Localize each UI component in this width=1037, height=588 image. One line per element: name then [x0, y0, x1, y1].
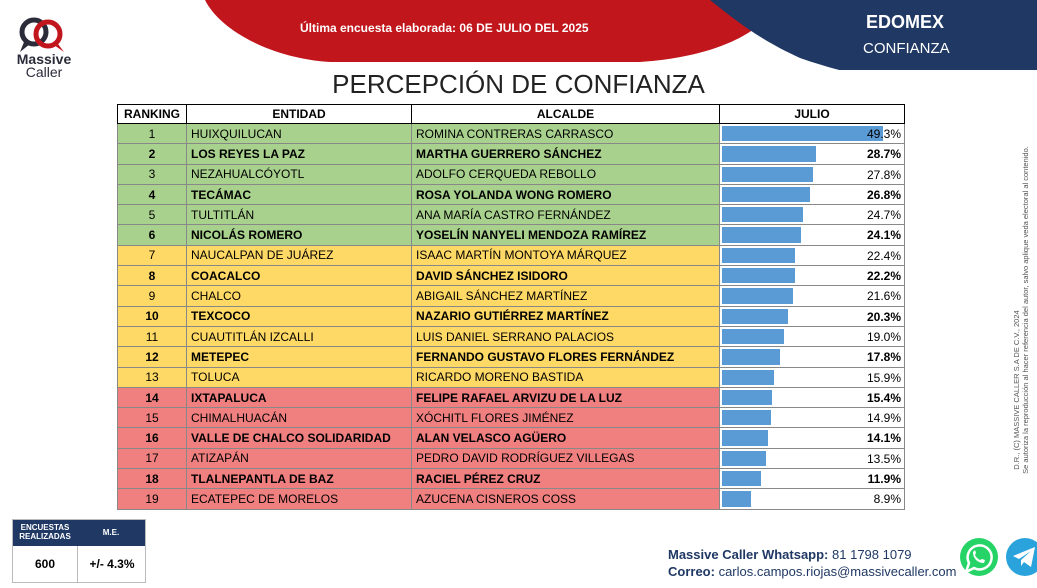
entidad-cell: TLALNEPANTLA DE BAZ — [187, 469, 412, 489]
brand-name-second: Caller — [25, 64, 63, 80]
whatsapp-label: Massive Caller Whatsapp: — [668, 547, 829, 562]
confidence-value-label: 8.9% — [873, 492, 901, 507]
julio-bar-cell — [720, 205, 905, 225]
entidad-cell: TULTITLÁN — [187, 205, 412, 225]
julio-bar-cell — [720, 266, 905, 286]
alcalde-cell: ROSA YOLANDA WONG ROMERO — [412, 184, 720, 204]
entidad-cell: NICOLÁS ROMERO — [187, 225, 412, 245]
table-row — [118, 448, 905, 468]
telegram-icon[interactable] — [1004, 536, 1037, 578]
header-ranking: RANKING — [118, 105, 187, 124]
entidad-cell: NEZAHUALCÓYOTL — [187, 164, 412, 184]
region-label: EDOMEX — [866, 12, 945, 32]
confidence-value-label: 24.7% — [866, 208, 901, 223]
julio-bar-cell — [720, 144, 905, 164]
table-row — [118, 184, 905, 204]
rank-cell: 6 — [118, 225, 187, 245]
rank-cell: 9 — [118, 286, 187, 306]
julio-bar-cell — [720, 469, 905, 489]
header-entidad: ENTIDAD — [187, 105, 412, 124]
alcalde-cell: LUIS DANIEL SERRANO PALACIOS — [412, 326, 720, 346]
confidence-bar — [722, 248, 795, 263]
julio-bar-cell — [720, 408, 905, 428]
rank-cell: 4 — [118, 184, 187, 204]
alcalde-cell: ROMINA CONTRERAS CARRASCO — [412, 124, 720, 144]
confidence-value-label: 14.9% — [866, 411, 901, 426]
table-row — [118, 266, 905, 286]
julio-bar-cell — [720, 489, 905, 509]
margin-error-value: +/- 4.3% — [77, 546, 146, 582]
confidence-value-label: 27.8% — [866, 167, 901, 182]
rank-cell: 16 — [118, 428, 187, 448]
table-row — [118, 205, 905, 225]
table-row — [118, 326, 905, 346]
survey-date-line — [300, 21, 589, 35]
table-row — [118, 469, 905, 489]
entidad-cell: ATIZAPÁN — [187, 448, 412, 468]
entidad-cell: HUIXQUILUCAN — [187, 124, 412, 144]
metric-label: CONFIANZA — [863, 40, 950, 57]
alcalde-cell: YOSELÍN NANYELI MENDOZA RAMÍREZ — [412, 225, 720, 245]
brand-name: Massive — [16, 51, 72, 67]
rank-cell: 8 — [118, 266, 187, 286]
table-row — [118, 124, 905, 144]
entidad-cell: METEPEC — [187, 347, 412, 367]
alcalde-cell: ANA MARÍA CASTRO FERNÁNDEZ — [412, 205, 720, 225]
alcalde-cell: ABIGAIL SÁNCHEZ MARTÍNEZ — [412, 286, 720, 306]
alcalde-cell: MARTHA GUERRERO SÁNCHEZ — [412, 144, 720, 164]
header-banner — [0, 0, 1037, 70]
confidence-value-label: 20.3% — [866, 309, 901, 324]
julio-bar-cell — [720, 448, 905, 468]
confidence-bar — [722, 390, 772, 405]
entidad-cell: IXTAPALUCA — [187, 387, 412, 407]
email-label: Correo: — [668, 564, 715, 579]
sample-value: 600 — [34, 557, 56, 571]
alcalde-cell: ISAAC MARTÍN MONTOYA MÁRQUEZ — [412, 245, 720, 265]
rank-cell: 17 — [118, 448, 187, 468]
julio-bar-cell — [720, 124, 905, 144]
table-row — [118, 347, 905, 367]
entidad-cell: CUAUTITLÁN IZCALLI — [187, 326, 412, 346]
confidence-bar — [722, 471, 761, 486]
margin-error-label: M.E. — [77, 520, 145, 546]
table-row — [118, 367, 905, 387]
survey-stats-box — [12, 519, 146, 583]
confidence-bar — [722, 491, 751, 506]
julio-bar-cell — [720, 428, 905, 448]
julio-bar-cell — [720, 306, 905, 326]
table-row — [118, 428, 905, 448]
alcalde-cell: NAZARIO GUTIÉRREZ MARTÍNEZ — [412, 306, 720, 326]
confidence-value-label: 26.8% — [866, 187, 901, 202]
alcalde-cell: RICARDO MORENO BASTIDA — [412, 367, 720, 387]
julio-bar-cell — [720, 184, 905, 204]
julio-bar-cell — [720, 326, 905, 346]
table-row — [118, 286, 905, 306]
rank-cell: 12 — [118, 347, 187, 367]
confidence-value-label: 19.0% — [866, 329, 901, 344]
rank-cell: 5 — [118, 205, 187, 225]
sample-label: ENCUESTAS REALIZADAS — [13, 520, 77, 546]
survey-label: Última encuesta elaborada: — [300, 21, 457, 35]
entidad-cell: LOS REYES LA PAZ — [187, 144, 412, 164]
rank-cell: 18 — [118, 469, 187, 489]
rank-cell: 14 — [118, 387, 187, 407]
table-row — [118, 489, 905, 509]
alcalde-cell: AZUCENA CISNEROS COSS — [412, 489, 720, 509]
confidence-value-label: 22.2% — [866, 269, 901, 284]
legal-line-1: D.R., (C) MASSIVE CALLER S.A DE C.V., 2024 — [1012, 310, 1021, 470]
rank-cell: 19 — [118, 489, 187, 509]
confidence-bar — [722, 227, 801, 242]
entidad-cell: TEXCOCO — [187, 306, 412, 326]
julio-bar-cell — [720, 286, 905, 306]
confidence-bar — [722, 288, 793, 303]
confidence-value-label: 49.3% — [866, 127, 901, 141]
rank-cell: 11 — [118, 326, 187, 346]
header-alcalde: ALCALDE — [412, 105, 720, 124]
confidence-value-label: 24.1% — [866, 228, 901, 243]
whatsapp-icon[interactable] — [958, 536, 1000, 578]
rank-cell: 3 — [118, 164, 187, 184]
ranking-table — [117, 104, 905, 510]
julio-bar-cell — [720, 225, 905, 245]
confidence-value-label: 15.9% — [866, 370, 901, 385]
confidence-value-label: 14.1% — [866, 431, 901, 446]
confidence-bar — [722, 451, 766, 466]
confidence-bar — [722, 309, 788, 324]
julio-bar-cell — [720, 164, 905, 184]
confidence-value-label: 22.4% — [866, 248, 901, 263]
alcalde-cell: RACIEL PÉREZ CRUZ — [412, 469, 720, 489]
confidence-bar — [722, 349, 780, 364]
alcalde-cell: ADOLFO CERQUEDA REBOLLO — [412, 164, 720, 184]
entidad-cell: TOLUCA — [187, 367, 412, 387]
confidence-bar — [722, 126, 883, 141]
confidence-bar — [722, 329, 784, 344]
confidence-bar — [722, 370, 774, 385]
whatsapp-contact — [668, 547, 912, 562]
alcalde-cell: XÓCHITL FLORES JIMÉNEZ — [412, 408, 720, 428]
chart-title: PERCEPCIÓN DE CONFIANZA — [332, 69, 705, 99]
table-header-row — [118, 105, 905, 124]
julio-bar-cell — [720, 387, 905, 407]
table-row — [118, 245, 905, 265]
table-row — [118, 306, 905, 326]
confidence-value-label: 13.5% — [866, 451, 901, 466]
entidad-cell: COACALCO — [187, 266, 412, 286]
rank-cell: 2 — [118, 144, 187, 164]
confidence-value-label: 28.7% — [866, 147, 901, 162]
confidence-value-label: 21.6% — [866, 289, 901, 304]
alcalde-cell: FERNANDO GUSTAVO FLORES FERNÁNDEZ — [412, 347, 720, 367]
rank-cell: 15 — [118, 408, 187, 428]
confidence-bar — [722, 207, 803, 222]
email-address[interactable]: carlos.campos.riojas@massivecaller.com — [718, 564, 957, 579]
table-row — [118, 164, 905, 184]
table-row — [118, 225, 905, 245]
whatsapp-number[interactable]: 81 1798 1079 — [832, 547, 912, 562]
table-row — [118, 408, 905, 428]
rank-cell: 13 — [118, 367, 187, 387]
confidence-value-label: 11.9% — [867, 472, 901, 487]
table-body — [118, 124, 905, 510]
entidad-cell: ECATEPEC DE MORELOS — [187, 489, 412, 509]
entidad-cell: CHIMALHUACÁN — [187, 408, 412, 428]
julio-bar-cell — [720, 245, 905, 265]
table-row — [118, 387, 905, 407]
confidence-value-label: 17.8% — [866, 350, 901, 365]
entidad-cell: NAUCALPAN DE JUÁREZ — [187, 245, 412, 265]
legal-note — [1000, 120, 1037, 500]
rank-cell: 10 — [118, 306, 187, 326]
alcalde-cell: DAVID SÁNCHEZ ISIDORO — [412, 266, 720, 286]
table-row — [118, 144, 905, 164]
entidad-cell: VALLE DE CHALCO SOLIDARIDAD — [187, 428, 412, 448]
rank-cell: 7 — [118, 245, 187, 265]
survey-date: 06 DE JULIO DEL 2025 — [459, 21, 589, 35]
legal-line-2: Se autoriza la reproducción al hacer referencia del autor, salvo aplique veda electoral al contenido. — [1021, 146, 1030, 474]
confidence-bar — [722, 430, 768, 445]
entidad-cell: TECÁMAC — [187, 184, 412, 204]
julio-bar-cell — [720, 367, 905, 387]
rank-cell: 1 — [118, 124, 187, 144]
email-contact — [668, 564, 956, 579]
confidence-bar — [722, 167, 813, 182]
alcalde-cell: PEDRO DAVID RODRÍGUEZ VILLEGAS — [412, 448, 720, 468]
julio-bar-cell — [720, 347, 905, 367]
header-julio: JULIO — [720, 105, 905, 124]
confidence-bar — [722, 146, 816, 161]
alcalde-cell: ALAN VELASCO AGÜERO — [412, 428, 720, 448]
confidence-value-label: 15.4% — [866, 390, 901, 405]
confidence-bar — [722, 187, 810, 202]
alcalde-cell: FELIPE RAFAEL ARVIZU DE LA LUZ — [412, 387, 720, 407]
confidence-bar — [722, 410, 771, 425]
confidence-bar — [722, 268, 795, 283]
entidad-cell: CHALCO — [187, 286, 412, 306]
